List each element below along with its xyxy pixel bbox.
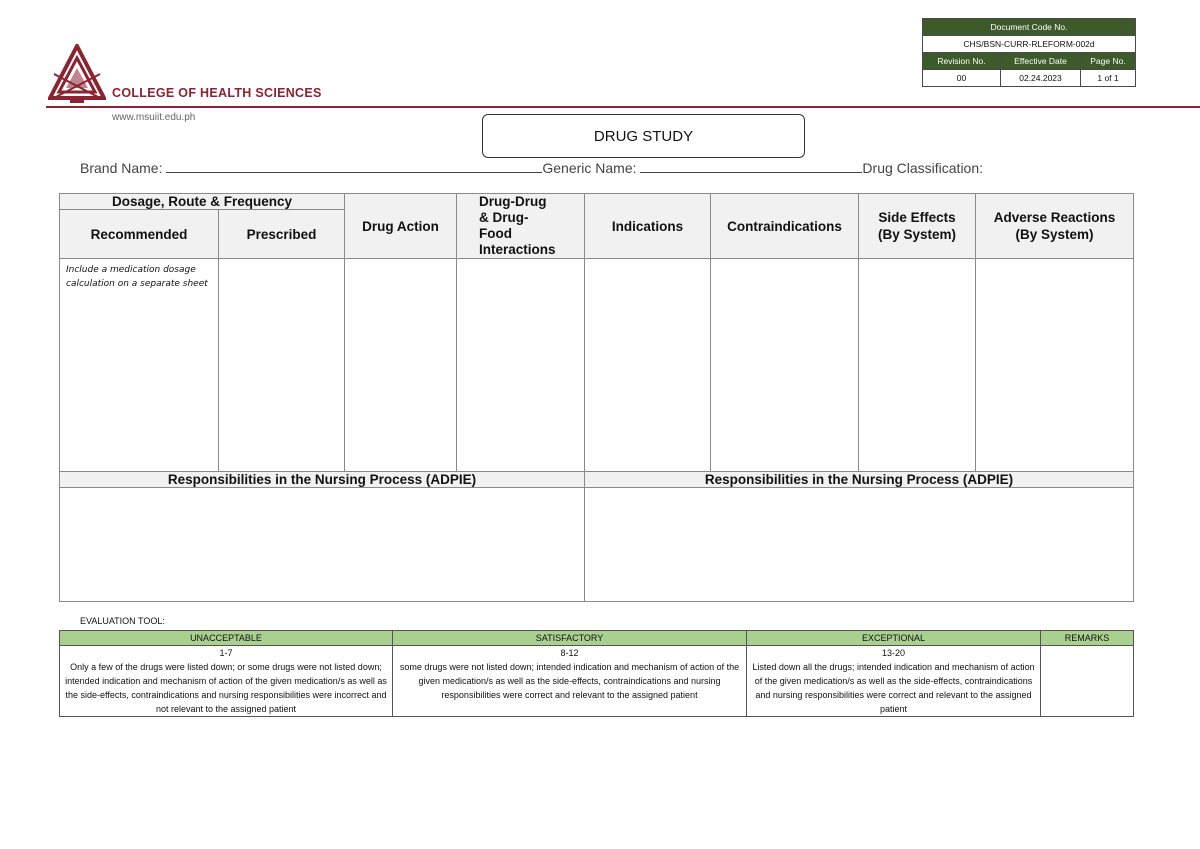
website-url: www.msuiit.edu.ph (112, 112, 196, 123)
drug-classification-label: Drug Classification: (862, 160, 984, 176)
drug-info-line (80, 160, 1140, 176)
prescribed-header: Prescribed (219, 210, 345, 259)
effective-date-value: 02.24.2023 (1001, 70, 1081, 87)
side-effects-cell[interactable] (859, 259, 976, 472)
unacceptable-header: UNACCEPTABLE (60, 631, 393, 646)
generic-name-field[interactable] (640, 161, 862, 173)
adverse-reactions-cell[interactable] (976, 259, 1134, 472)
dosage-route-frequency-header: Dosage, Route & Frequency (60, 194, 345, 210)
unacceptable-description: Only a few of the drugs were listed down; or some drugs were not listed down; intended indication and mechanism of action of the given medication/s as well as the side-effects, contraindications and nursing responsibilities were incorrect and not relevant to the assigned patient (65, 662, 387, 714)
indications-cell[interactable] (585, 259, 711, 472)
exceptional-range: 13-20 (881, 648, 906, 658)
interactions-header: Drug-Drug & Drug- Food Interactions (457, 194, 585, 259)
revision-label: Revision No. (923, 53, 1001, 70)
header-divider (46, 106, 1200, 108)
page-title: DRUG STUDY (482, 114, 805, 158)
indications-header: Indications (585, 194, 711, 259)
college-logo (48, 44, 106, 104)
drug-action-cell[interactable] (345, 259, 457, 472)
generic-name-label: Generic Name: (542, 160, 637, 176)
effective-date-label: Effective Date (1001, 53, 1081, 70)
exceptional-cell (747, 646, 1041, 717)
page-no-label: Page No. (1081, 53, 1136, 70)
satisfactory-cell (393, 646, 747, 717)
adpie-left-cell[interactable] (60, 488, 585, 602)
page-no-value: 1 of 1 (1081, 70, 1136, 87)
recommended-header: Recommended (60, 210, 219, 259)
revision-value: 00 (923, 70, 1001, 87)
evaluation-table (59, 630, 1134, 717)
brand-name-field[interactable] (166, 161, 542, 173)
contraindications-header: Contraindications (711, 194, 859, 259)
prescribed-cell[interactable] (219, 259, 345, 472)
contraindications-cell[interactable] (711, 259, 859, 472)
dosage-note: Include a medication dosage calculation on a separate sheet (66, 265, 208, 289)
college-name: COLLEGE OF HEALTH SCIENCES (112, 86, 322, 100)
recommended-cell[interactable] (60, 259, 219, 472)
drug-action-header: Drug Action (345, 194, 457, 259)
adpie-left-header: Responsibilities in the Nursing Process (ADPIE) (60, 472, 585, 488)
evaluation-tool-label: EVALUATION TOOL: (80, 616, 165, 626)
doc-code-label: Document Code No. (923, 19, 1136, 36)
adpie-right-cell[interactable] (585, 488, 1134, 602)
unacceptable-cell (60, 646, 393, 717)
side-effects-header: Side Effects (By System) (859, 194, 976, 259)
satisfactory-description: some drugs were not listed down; intended indication and mechanism of action of the given medication/s as well as the side-effects, contraindications and nursing responsibilities were correct and relevant to the assigned patient (399, 662, 740, 700)
adpie-right-header: Responsibilities in the Nursing Process (ADPIE) (585, 472, 1134, 488)
document-code-table (922, 18, 1136, 87)
exceptional-description: Listed down all the drugs; intended indication and mechanism of action of the given medication/s as well as the side-effects, contraindications and nursing responsibilities were correct and relevant to the assigned patient (752, 662, 1035, 714)
interactions-cell[interactable] (457, 259, 585, 472)
adverse-reactions-header: Adverse Reactions (By System) (976, 194, 1134, 259)
remarks-cell[interactable] (1041, 646, 1134, 717)
unacceptable-range: 1-7 (219, 648, 233, 658)
satisfactory-header: SATISFACTORY (393, 631, 747, 646)
satisfactory-range: 8-12 (560, 648, 579, 658)
brand-name-label: Brand Name: (80, 160, 163, 176)
doc-code-value: CHS/BSN-CURR-RLEFORM-002d (923, 36, 1136, 53)
exceptional-header: EXCEPTIONAL (747, 631, 1041, 646)
drug-study-table (59, 193, 1134, 602)
remarks-header: REMARKS (1041, 631, 1134, 646)
